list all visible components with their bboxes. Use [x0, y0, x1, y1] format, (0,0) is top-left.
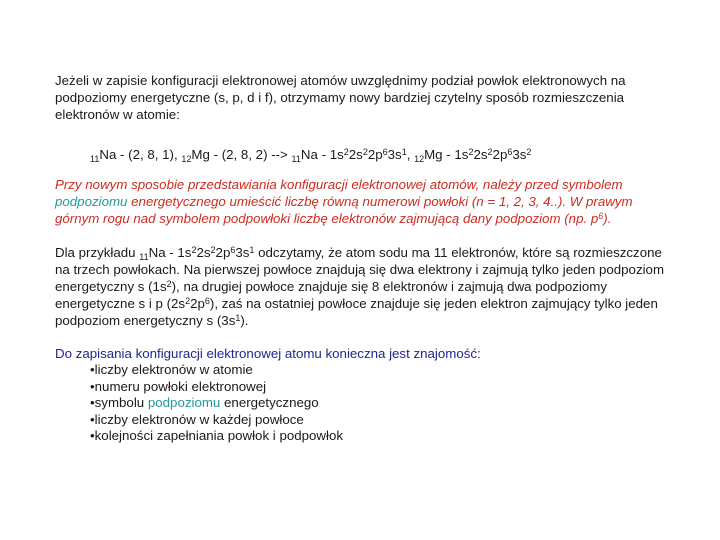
- element-symbol: Mg: [424, 147, 443, 162]
- subshell-config: - 1s: [317, 147, 344, 162]
- subshell: 3s: [235, 245, 250, 260]
- subshell: 2p: [367, 147, 383, 162]
- subshell: 3s: [387, 147, 402, 162]
- rule-paragraph: [55, 176, 675, 227]
- list-item: [90, 395, 675, 412]
- knowledge-heading: Do zapisania konfiguracji elektronowej atomu konieczna jest znajomość:: [55, 346, 481, 361]
- rule-superscript: 6: [598, 211, 604, 221]
- subshell: 2p: [492, 147, 508, 162]
- electron-count: 2: [185, 296, 191, 306]
- subshell-config: - 1s: [165, 245, 192, 260]
- intro-text: Jeżeli w zapisie konfiguracji elektronowej atomów uwzględnimy podział powłok elektronowych na podpoziomy energetyczne (s, p, d i f), otrzymamy nowy bardziej czytelny sposób rozmieszczenia elektronów w atomie:: [55, 73, 626, 122]
- electron-count: 1: [235, 313, 241, 323]
- element-symbol: Na: [99, 147, 117, 162]
- electron-count: 1: [249, 245, 255, 255]
- example-text: ), na drugiej powłoce znajduje się 8 elektronów i zajmują dwa podpoziomy energetyczne s i p (2s: [55, 279, 607, 311]
- electron-count: 1: [401, 147, 407, 157]
- electron-count: 2: [166, 279, 172, 289]
- list-item: •liczby elektronów w każdej powłoce: [90, 411, 304, 427]
- example-text: ), zaś na ostatniej powłoce znajduje się jeden elektron zajmujący tylko jeden podpoziom energetyczny s (3s: [55, 296, 658, 328]
- atomic-number: 12: [414, 154, 425, 164]
- electron-count: 6: [204, 296, 210, 306]
- electron-count: 6: [507, 147, 513, 157]
- atomic-number: 11: [291, 154, 301, 164]
- example-paragraph: [55, 244, 675, 329]
- subshell: 2p: [215, 245, 231, 260]
- electron-count: 2: [343, 147, 349, 157]
- subshell-config: - 1s: [442, 147, 469, 162]
- electron-count: 6: [230, 245, 236, 255]
- list-item-text: •symbolu: [90, 395, 148, 410]
- shell-config: - (2, 8, 2) -->: [209, 147, 292, 162]
- example-text: odczytamy, że atom sodu ma 11 elektronów, które są rozmieszczone na trzech powłokach. Na pierwszej powłoce znajdują się dwa elektrony i zajmują tylko jeden podpoziom energetyczny s (1s: [55, 245, 665, 294]
- subshell: 3s: [512, 147, 527, 162]
- electron-count: 2: [526, 147, 532, 157]
- electron-count: 2: [468, 147, 474, 157]
- element-symbol: Na: [300, 147, 318, 162]
- electron-count: 2: [210, 245, 216, 255]
- example-text: 2p: [190, 296, 205, 311]
- intro-paragraph: [55, 72, 675, 123]
- shell-config: - (2, 8, 1),: [116, 147, 182, 162]
- atomic-number: 12: [181, 154, 192, 164]
- electron-count: 2: [191, 245, 197, 255]
- knowledge-list: [55, 362, 675, 445]
- electron-count: 2: [487, 147, 493, 157]
- atomic-number: 11: [139, 252, 149, 262]
- subshell: 2s: [473, 147, 488, 162]
- rule-text: ).: [603, 211, 612, 226]
- element-symbol: Mg: [191, 147, 210, 162]
- list-item: •liczby elektronów w atomie: [90, 362, 253, 377]
- subshell: 2s: [348, 147, 363, 162]
- list-item-highlight: podpoziomu: [147, 395, 221, 410]
- separator: ,: [406, 147, 415, 162]
- rule-text: Przy nowym sposobie przedstawiania konfiguracji elektronowej atomów, należy przed symbolem: [55, 177, 623, 192]
- subshell: 2s: [196, 245, 211, 260]
- atomic-number: 11: [90, 154, 100, 164]
- list-item: •numeru powłoki elektronowej: [90, 378, 267, 394]
- example-text: Dla przykładu: [55, 245, 140, 260]
- element-symbol: Na: [148, 245, 166, 260]
- list-item: •kolejności zapełniania powłok i podpowłok: [90, 428, 344, 443]
- knowledge-section: [55, 345, 675, 445]
- rule-text: energetycznego umieścić liczbę równą numerowi powłoki (n = 1, 2, 3, 4..). W prawym górnym rogu nad symbolem podpowłoki liczbę elektronów zajmującą dany podpoziom (np. p: [55, 194, 633, 226]
- rule-highlight: podpoziomu: [55, 194, 128, 209]
- list-item-text: energetycznego: [220, 395, 319, 410]
- configuration-formula: [90, 146, 531, 163]
- example-text: ).: [240, 313, 249, 328]
- electron-count: 2: [362, 147, 368, 157]
- electron-count: 6: [382, 147, 388, 157]
